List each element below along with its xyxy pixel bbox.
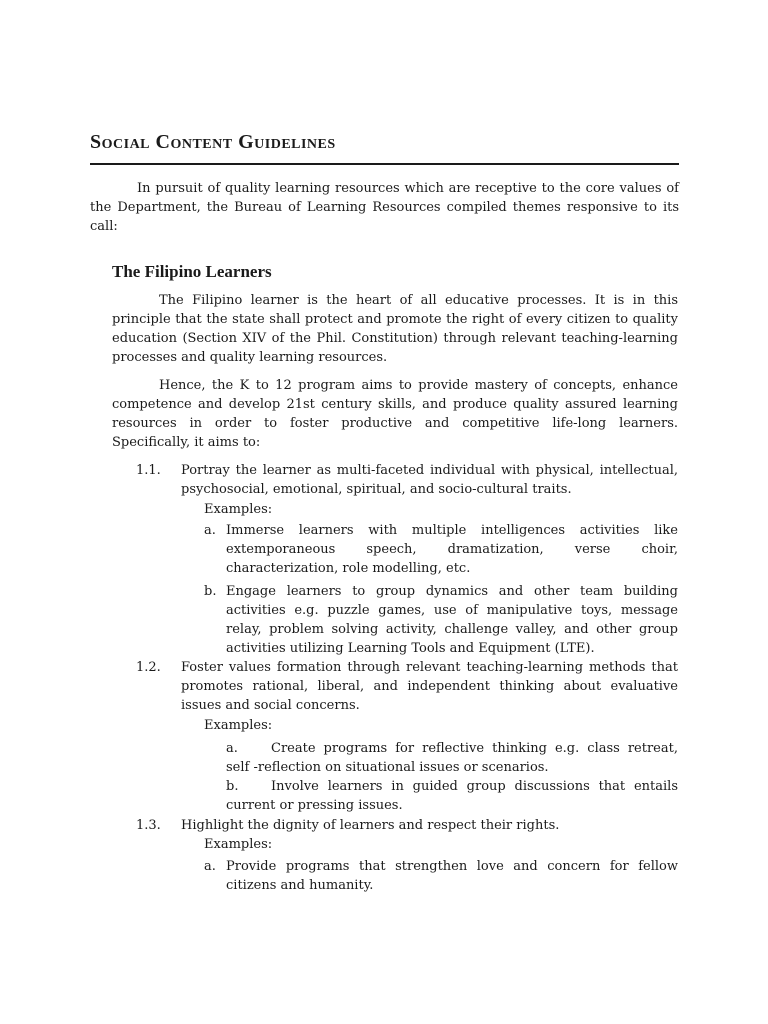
examples-label: Examples:	[204, 502, 273, 517]
example-letter: a.	[204, 523, 216, 538]
example-item: Provide programs that strengthen love and concern for fellow citizens and humanity.	[226, 859, 678, 893]
example-letter: a.	[226, 741, 238, 756]
title-rule	[90, 163, 679, 165]
example-item: Involve learners in guided group discussions that entails current or pressing issues.	[226, 779, 678, 813]
paragraph-k-to-12: Hence, the K to 12 program aims to provide mastery of concepts, enhance competence and develop 21st century skills, and produce quality assured learning resources in order to foster productive and competitive life-long learners. Specifically, it aims to:	[112, 378, 678, 450]
page-title: Social Content Guidelines	[90, 131, 336, 153]
example-letter: b.	[204, 584, 217, 599]
examples-label: Examples:	[204, 718, 273, 733]
item-number: 1.2.	[136, 660, 161, 675]
section-heading: The Filipino Learners	[112, 262, 272, 281]
item-number: 1.1.	[136, 463, 161, 478]
list-item: Foster values formation through relevant teaching-learning methods that promotes rational, liberal, and independent thinking about evaluative issues and social concerns.	[181, 660, 678, 713]
examples-label: Examples:	[204, 837, 273, 852]
list-item: Portray the learner as multi-faceted individual with physical, intellectual, psychosocial, emotional, spiritual, and socio-cultural traits.	[181, 463, 678, 497]
example-item: Engage learners to group dynamics and other team building activities e.g. puzzle games, use of manipulative toys, message relay, problem solving activity, challenge valley, and other group activities utilizing Learning Tools and Equipment (LTE).	[226, 584, 678, 656]
list-item: Highlight the dignity of learners and respect their rights.	[181, 818, 560, 833]
example-letter: b.	[226, 779, 239, 794]
item-number: 1.3.	[136, 818, 161, 833]
example-item: Create programs for reflective thinking e.g. class retreat, self -reflection on situational issues or scenarios.	[226, 741, 678, 775]
intro-paragraph: In pursuit of quality learning resources which are receptive to the core values of the Department, the Bureau of Learning Resources compiled themes responsive to its call:	[90, 181, 679, 234]
example-letter: a.	[204, 859, 216, 874]
paragraph-filipino-learner: The Filipino learner is the heart of all educative processes. It is in this principle that the state shall protect and promote the right of every citizen to quality education (Section XIV of the Phil. Constitution) through relevant teaching-learning processes and quality learning resources.	[112, 293, 678, 365]
example-item: Immerse learners with multiple intelligences activities like extemporaneous speech, dramatization, verse choir, characterization, role modelling, etc.	[226, 523, 678, 576]
